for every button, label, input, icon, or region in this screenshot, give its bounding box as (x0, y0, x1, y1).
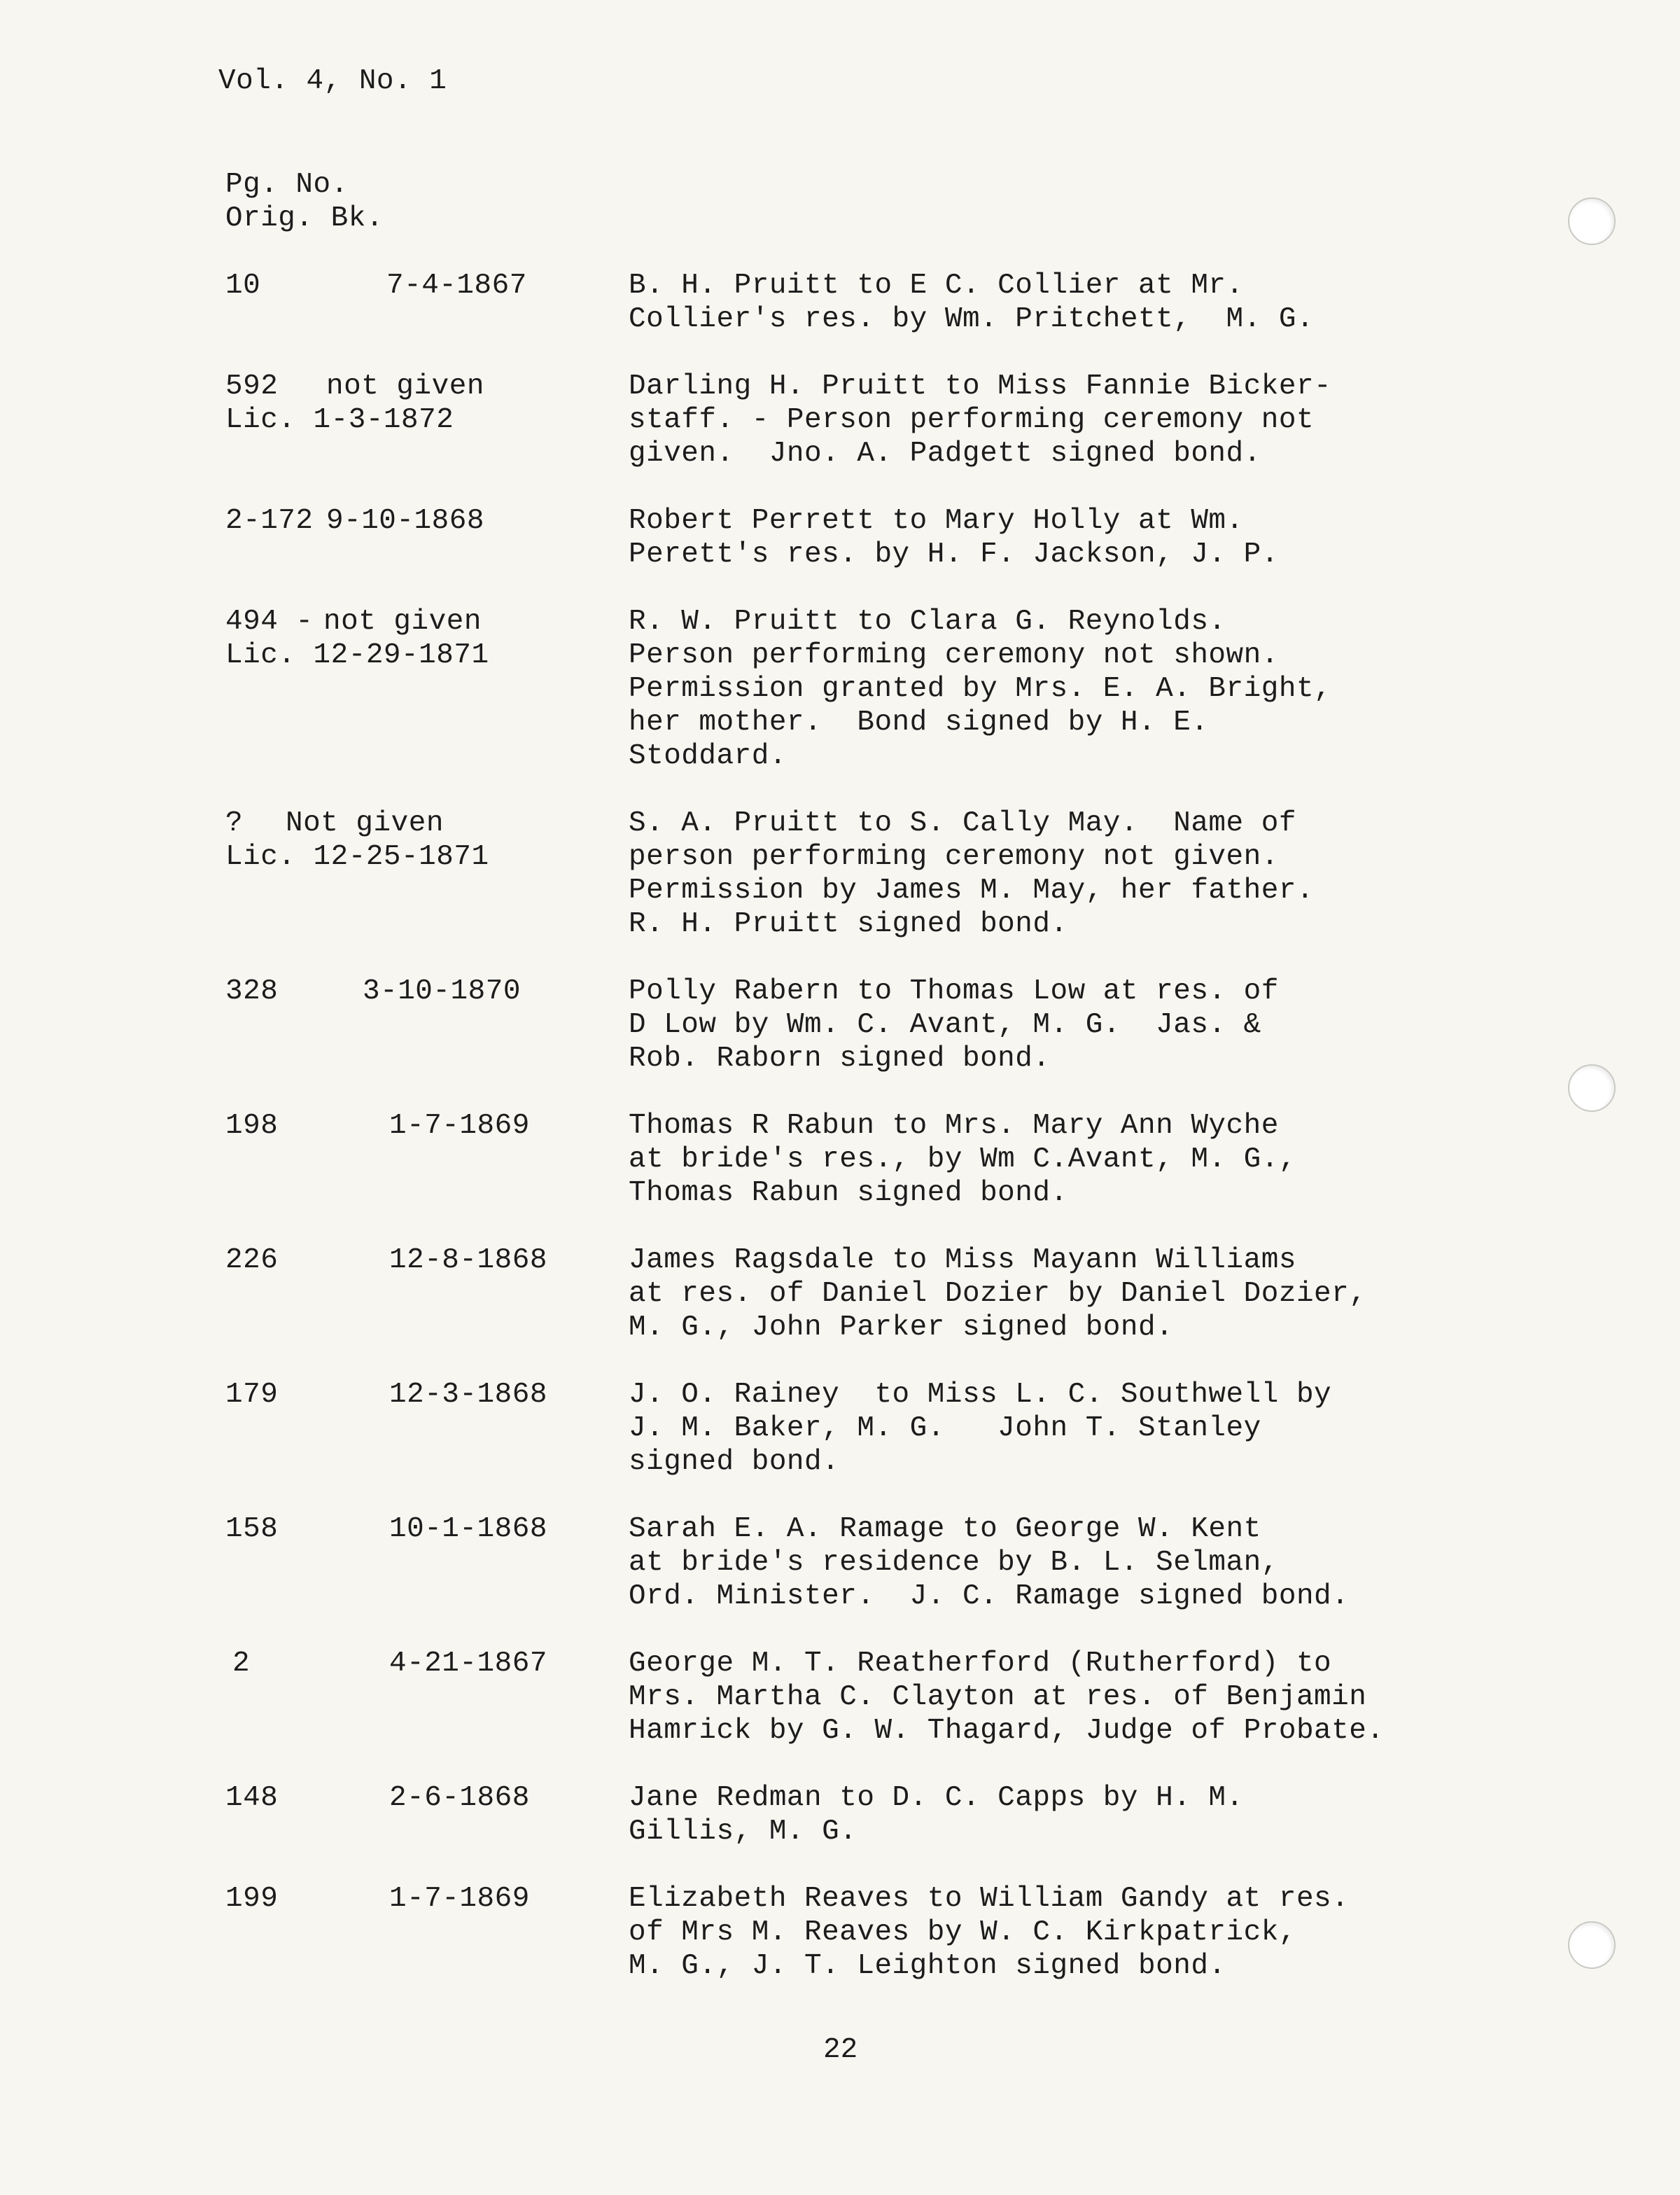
entry-description-line: Jane Redman to D. C. Capps by H. M. (629, 1782, 1244, 1814)
column-label-pg-no: Pg. No. (225, 169, 349, 201)
entry-description-line: Ord. Minister. J. C. Ramage signed bond. (629, 1580, 1350, 1612)
entry-description-line: at bride's res., by Wm C.Avant, M. G., (629, 1143, 1296, 1176)
entry-license-date: Lic. 1-3-1872 (225, 404, 454, 436)
entry-description-line: J. O. Rainey to Miss L. C. Southwell by (629, 1379, 1332, 1411)
punch-hole-middle (1568, 1064, 1616, 1112)
entry-description-line: Mrs. Martha C. Clayton at res. of Benjamin (629, 1681, 1367, 1713)
entry-description-line: Thomas R Rabun to Mrs. Mary Ann Wyche (629, 1110, 1279, 1142)
entry-page-number: 226 (225, 1244, 279, 1276)
entry-description-line: Thomas Rabun signed bond. (629, 1177, 1068, 1209)
entry-description-line: signed bond. (629, 1446, 840, 1478)
entry-license-date: Lic. 12-25-1871 (225, 841, 489, 873)
entry-page-number: 494 - (225, 606, 314, 638)
entry-description-line: M. G., J. T. Leighton signed bond. (629, 1950, 1226, 1982)
entry-description-line: Sarah E. A. Ramage to George W. Kent (629, 1513, 1261, 1545)
entry-date: 2-6-1868 (389, 1782, 530, 1814)
entry-description-line: Collier's res. by Wm. Pritchett, M. G. (629, 303, 1315, 335)
entry-page-number: 148 (225, 1782, 279, 1814)
page-number: 22 (823, 2034, 858, 2066)
entry-description-line: D Low by Wm. C. Avant, M. G. Jas. & (629, 1009, 1261, 1041)
entry-date: not given (326, 370, 484, 403)
entry-date: 10-1-1868 (389, 1513, 547, 1545)
entry-description-line: her mother. Bond signed by H. E. (629, 706, 1209, 739)
entry-description-line: R. W. Pruitt to Clara G. Reynolds. (629, 606, 1226, 638)
entry-description-line: Hamrick by G. W. Thagard, Judge of Probate. (629, 1715, 1385, 1747)
entry-date: 1-7-1869 (389, 1883, 530, 1915)
entry-description-line: person performing ceremony not given. (629, 841, 1279, 873)
entry-date: 3-10-1870 (363, 975, 521, 1008)
entry-page-number: 158 (225, 1513, 279, 1545)
punch-hole-bottom (1568, 1921, 1616, 1969)
entry-description-line: Gillis, M. G. (629, 1816, 858, 1848)
entry-description-line: at bride's residence by B. L. Selman, (629, 1547, 1279, 1579)
entry-page-number: 179 (225, 1379, 279, 1411)
entry-description-line: George M. T. Reatherford (Rutherford) to (629, 1647, 1332, 1680)
entry-description-line: of Mrs M. Reaves by W. C. Kirkpatrick, (629, 1916, 1296, 1949)
entry-description-line: S. A. Pruitt to S. Cally May. Name of (629, 807, 1296, 839)
bleed-through-text (1092, 120, 1400, 154)
entry-description-line: at res. of Daniel Dozier by Daniel Dozier, (629, 1278, 1367, 1310)
volume-label: Vol. 4, No. 1 (218, 65, 447, 97)
entry-description-line: Darling H. Pruitt to Miss Fannie Bicker- (629, 370, 1332, 403)
entry-description-line: Person performing ceremony not shown. (629, 639, 1279, 671)
entry-page-number: 10 (225, 270, 261, 302)
entry-description-line: B. H. Pruitt to E C. Collier at Mr. (629, 270, 1244, 302)
entry-description-line: J. M. Baker, M. G. John T. Stanley (629, 1412, 1261, 1444)
entry-date: 12-3-1868 (389, 1379, 547, 1411)
entry-page-number: ? (225, 807, 244, 839)
entry-page-number: 198 (225, 1110, 279, 1142)
entry-page-number: 328 (225, 975, 279, 1008)
entry-description-line: Robert Perrett to Mary Holly at Wm. (629, 505, 1244, 537)
entry-description-line: Permission granted by Mrs. E. A. Bright, (629, 673, 1332, 705)
entry-page-number: 199 (225, 1883, 279, 1915)
entry-page-number: 2-172 (225, 505, 314, 537)
entry-date: not given (323, 606, 482, 638)
column-label-orig-bk: Orig. Bk. (225, 202, 384, 235)
entry-license-date: Lic. 12-29-1871 (225, 639, 489, 671)
entry-page-number: 2 (232, 1647, 251, 1680)
entry-description-line: M. G., John Parker signed bond. (629, 1311, 1174, 1344)
punch-hole-top (1568, 197, 1616, 245)
entry-description-line: Rob. Raborn signed bond. (629, 1043, 1051, 1075)
entry-page-number: 592 (225, 370, 279, 403)
entry-description-line: Polly Rabern to Thomas Low at res. of (629, 975, 1279, 1008)
entry-date: 7-4-1867 (386, 270, 527, 302)
entry-date: Not given (286, 807, 444, 839)
entry-description-line: given. Jno. A. Padgett signed bond. (629, 438, 1261, 470)
entry-date: 1-7-1869 (389, 1110, 530, 1142)
entry-description-line: James Ragsdale to Miss Mayann Williams (629, 1244, 1296, 1276)
entry-description-line: Permission by James M. May, her father. (629, 874, 1315, 907)
entry-date: 4-21-1867 (389, 1647, 547, 1680)
entry-description-line: Perett's res. by H. F. Jackson, J. P. (629, 538, 1279, 571)
entry-description-line: Elizabeth Reaves to William Gandy at res. (629, 1883, 1350, 1915)
entry-description-line: Stoddard. (629, 740, 787, 772)
entry-date: 9-10-1868 (326, 505, 484, 537)
entry-description-line: staff. - Person performing ceremony not (629, 404, 1315, 436)
entry-description-line: R. H. Pruitt signed bond. (629, 908, 1068, 940)
entry-date: 12-8-1868 (389, 1244, 547, 1276)
